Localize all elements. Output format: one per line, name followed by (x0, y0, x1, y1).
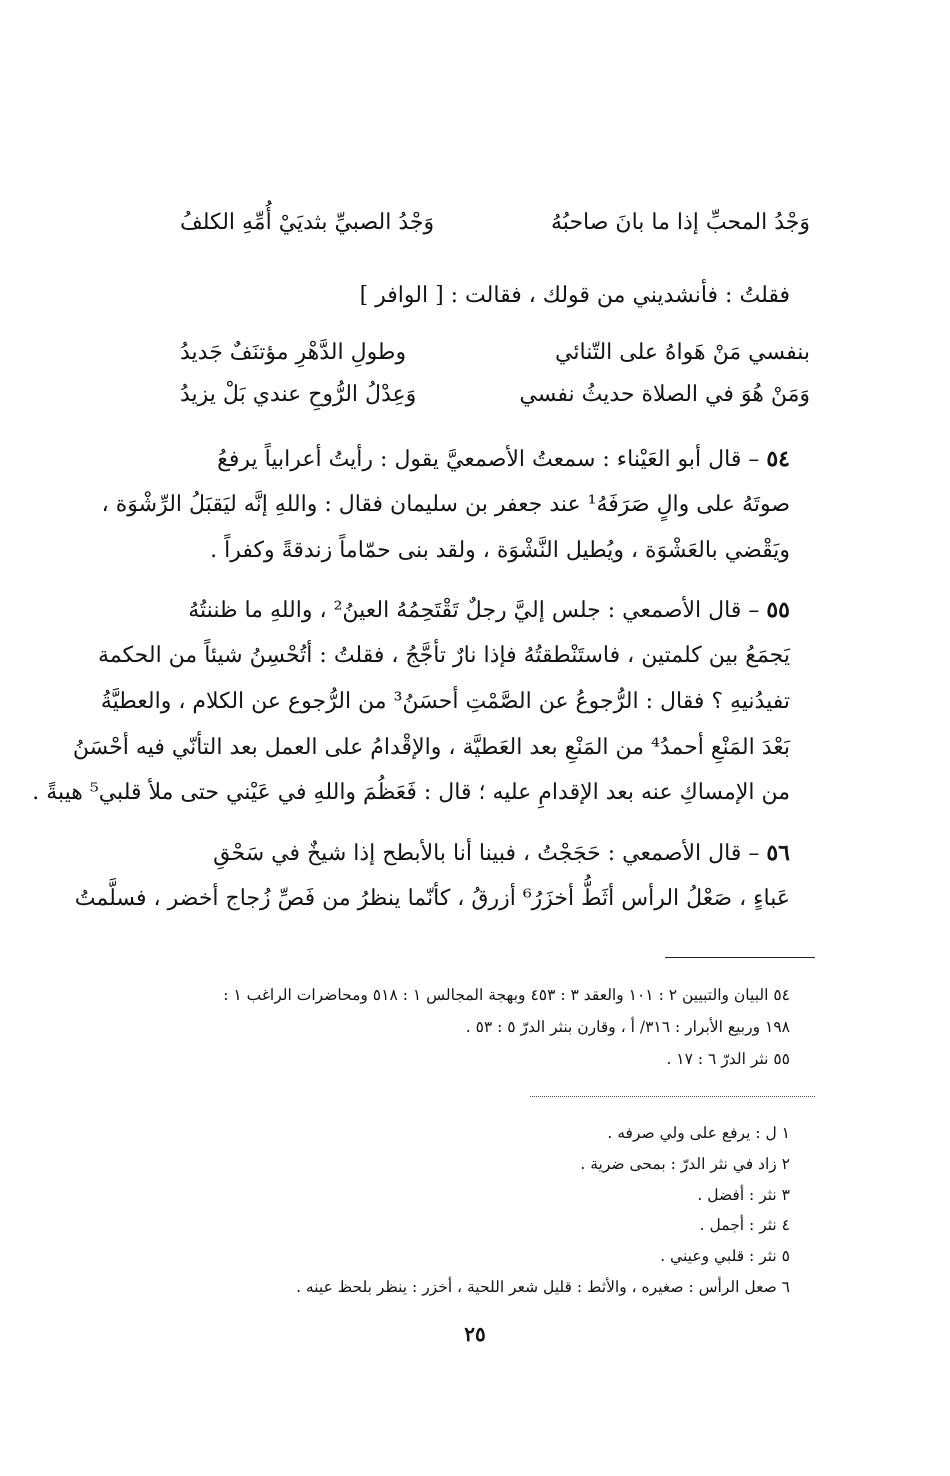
verse-2-second-hemistich: وطولِ الدَّهْرِ مؤتنَفٌ جَديدُ (180, 340, 407, 365)
para-55-line-4: بَعْدَ المَنْعِ أحمدُ⁴ من المَنْعِ بعد العَطيَّة ، والإقْدامُ على العمل بعد التأنّي فيه أحْسَنُ (72, 735, 790, 760)
verse-1-second-hemistich: وَجْدُ الصبيِّ بثديَيْ أُمِّهِ الكلفُ (180, 210, 435, 235)
para-55-line-1 (160, 597, 790, 623)
notes-divider (530, 1096, 815, 1097)
para-56-line-2: عَباءٍ ، صَعْلُ الرأس أثَطُّ أخزَرُ⁶ أزرقُ ، كأنّما ينظرُ من فَصِّ زُجاج أخضر ، فسلَّمتُ (74, 886, 790, 911)
note-3: ٣ نثر : أفضل . (697, 1186, 790, 1204)
para-54-text: – قال أبو العَيْناء : سمعتُ الأصمعيَّ يقول : رأيتُ أعرابياً يرفعُ (217, 447, 760, 472)
verse-3-second-hemistich: وَعِدْلُ الرُّوحِ عندي بَلْ يزيدُ (180, 382, 417, 407)
verse-1-first-hemistich: وَجْدُ المحبِّ إذا ما بانَ صاحبُهُ (551, 210, 810, 235)
source-line-2: ١٩٨ وربيع الأبرار : ٣١٦/ أ ، وقارن بنثر الدرّ ٥ : ٥٣ . (465, 1018, 790, 1036)
verse-1 (180, 210, 810, 235)
note-2: ٢ زاد في نثر الدرّ : بمحى ضرية . (580, 1155, 790, 1173)
note-6: ٦ صعل الرأس : صغيره ، والأثط : قليل شعر اللحية ، أخزر : ينظر بلحظ عينه . (296, 1278, 790, 1296)
para-54-line-3: ويَقْضي بالعَشْوَة ، ويُطيل النَّشْوَة ، ولقد بنى حمّاماً زندقةً وكفراً . (210, 538, 790, 563)
footnote-divider (665, 957, 815, 958)
para-55-line-3: تفيدُنيهِ ؟ فقال : الرُّجوعُ عن الصَّمْتِ أحسَنُ³ من الرُّجوع عن الكلام ، والعطيَّةُ (100, 689, 790, 714)
para-54-line-2: صوتَهُ على والٍ صَرَفَهُ¹ عند جعفر بن سليمان فقال : واللهِ إنَّه ليَقبَلُ الرِّشْوَة ، (101, 492, 790, 517)
verse-2 (180, 340, 810, 365)
intro-line: فقلتُ : فأنشديني من قولك ، فقالت : [ الوافر ] (359, 283, 790, 308)
para-55-number: ٥٥ (766, 597, 790, 623)
para-54-number: ٥٤ (766, 446, 790, 472)
para-54-line-1 (160, 446, 790, 472)
page-number: ٢٥ (464, 1322, 486, 1346)
verse-2-first-hemistich: بنفسي مَنْ هَواهُ على التّنائي (555, 340, 810, 365)
para-55-line-2: يَجمَعُ بين كلمتين ، فاستَنْطقتُهُ فإذا نارٌ تأجَّجُ ، فقلتُ : أتُحْسِنُ شيئاً من الحكمة (98, 643, 790, 668)
para-56-text: – قال الأصمعي : حَجَجْتُ ، فبينا أنا بالأبطح إذا شيخٌ في سَحْقِ (213, 841, 760, 866)
para-56-number: ٥٦ (766, 840, 790, 866)
verse-3 (180, 382, 810, 407)
note-4: ٤ نثر : أجمل . (699, 1216, 790, 1234)
note-5: ٥ نثر : قلبي وعيني . (660, 1247, 790, 1265)
verse-3-first-hemistich: وَمَنْ هُوَ في الصلاة حديثُ نفسي (519, 382, 810, 407)
para-55-line-5: من الإمساكِ عنه بعد الإقدامِ عليه ؛ قال : فَعَظُمَ واللهِ في عَيْني حتى ملأ قلبي⁵ هيبةً . (32, 780, 790, 805)
source-line-1: ٥٤ البيان والتبيين ٢ : ١٠١ والعقد ٣ : ٤٥٣ وبهجة المجالس ١ : ٥١٨ ومحاضرات الراغب ١ : (223, 986, 790, 1004)
source-line-3: ٥٥ نثر الدرّ ٦ : ١٧ . (666, 1050, 790, 1068)
para-55-text: – قال الأصمعي : جلس إليَّ رجلٌ تَقْتَحِمُهُ العينُ² ، واللهِ ما ظننتُهُ (188, 598, 760, 623)
para-56-line-1 (160, 840, 790, 866)
note-1: ١ ل : يرفع على ولي صرفه . (607, 1124, 790, 1142)
